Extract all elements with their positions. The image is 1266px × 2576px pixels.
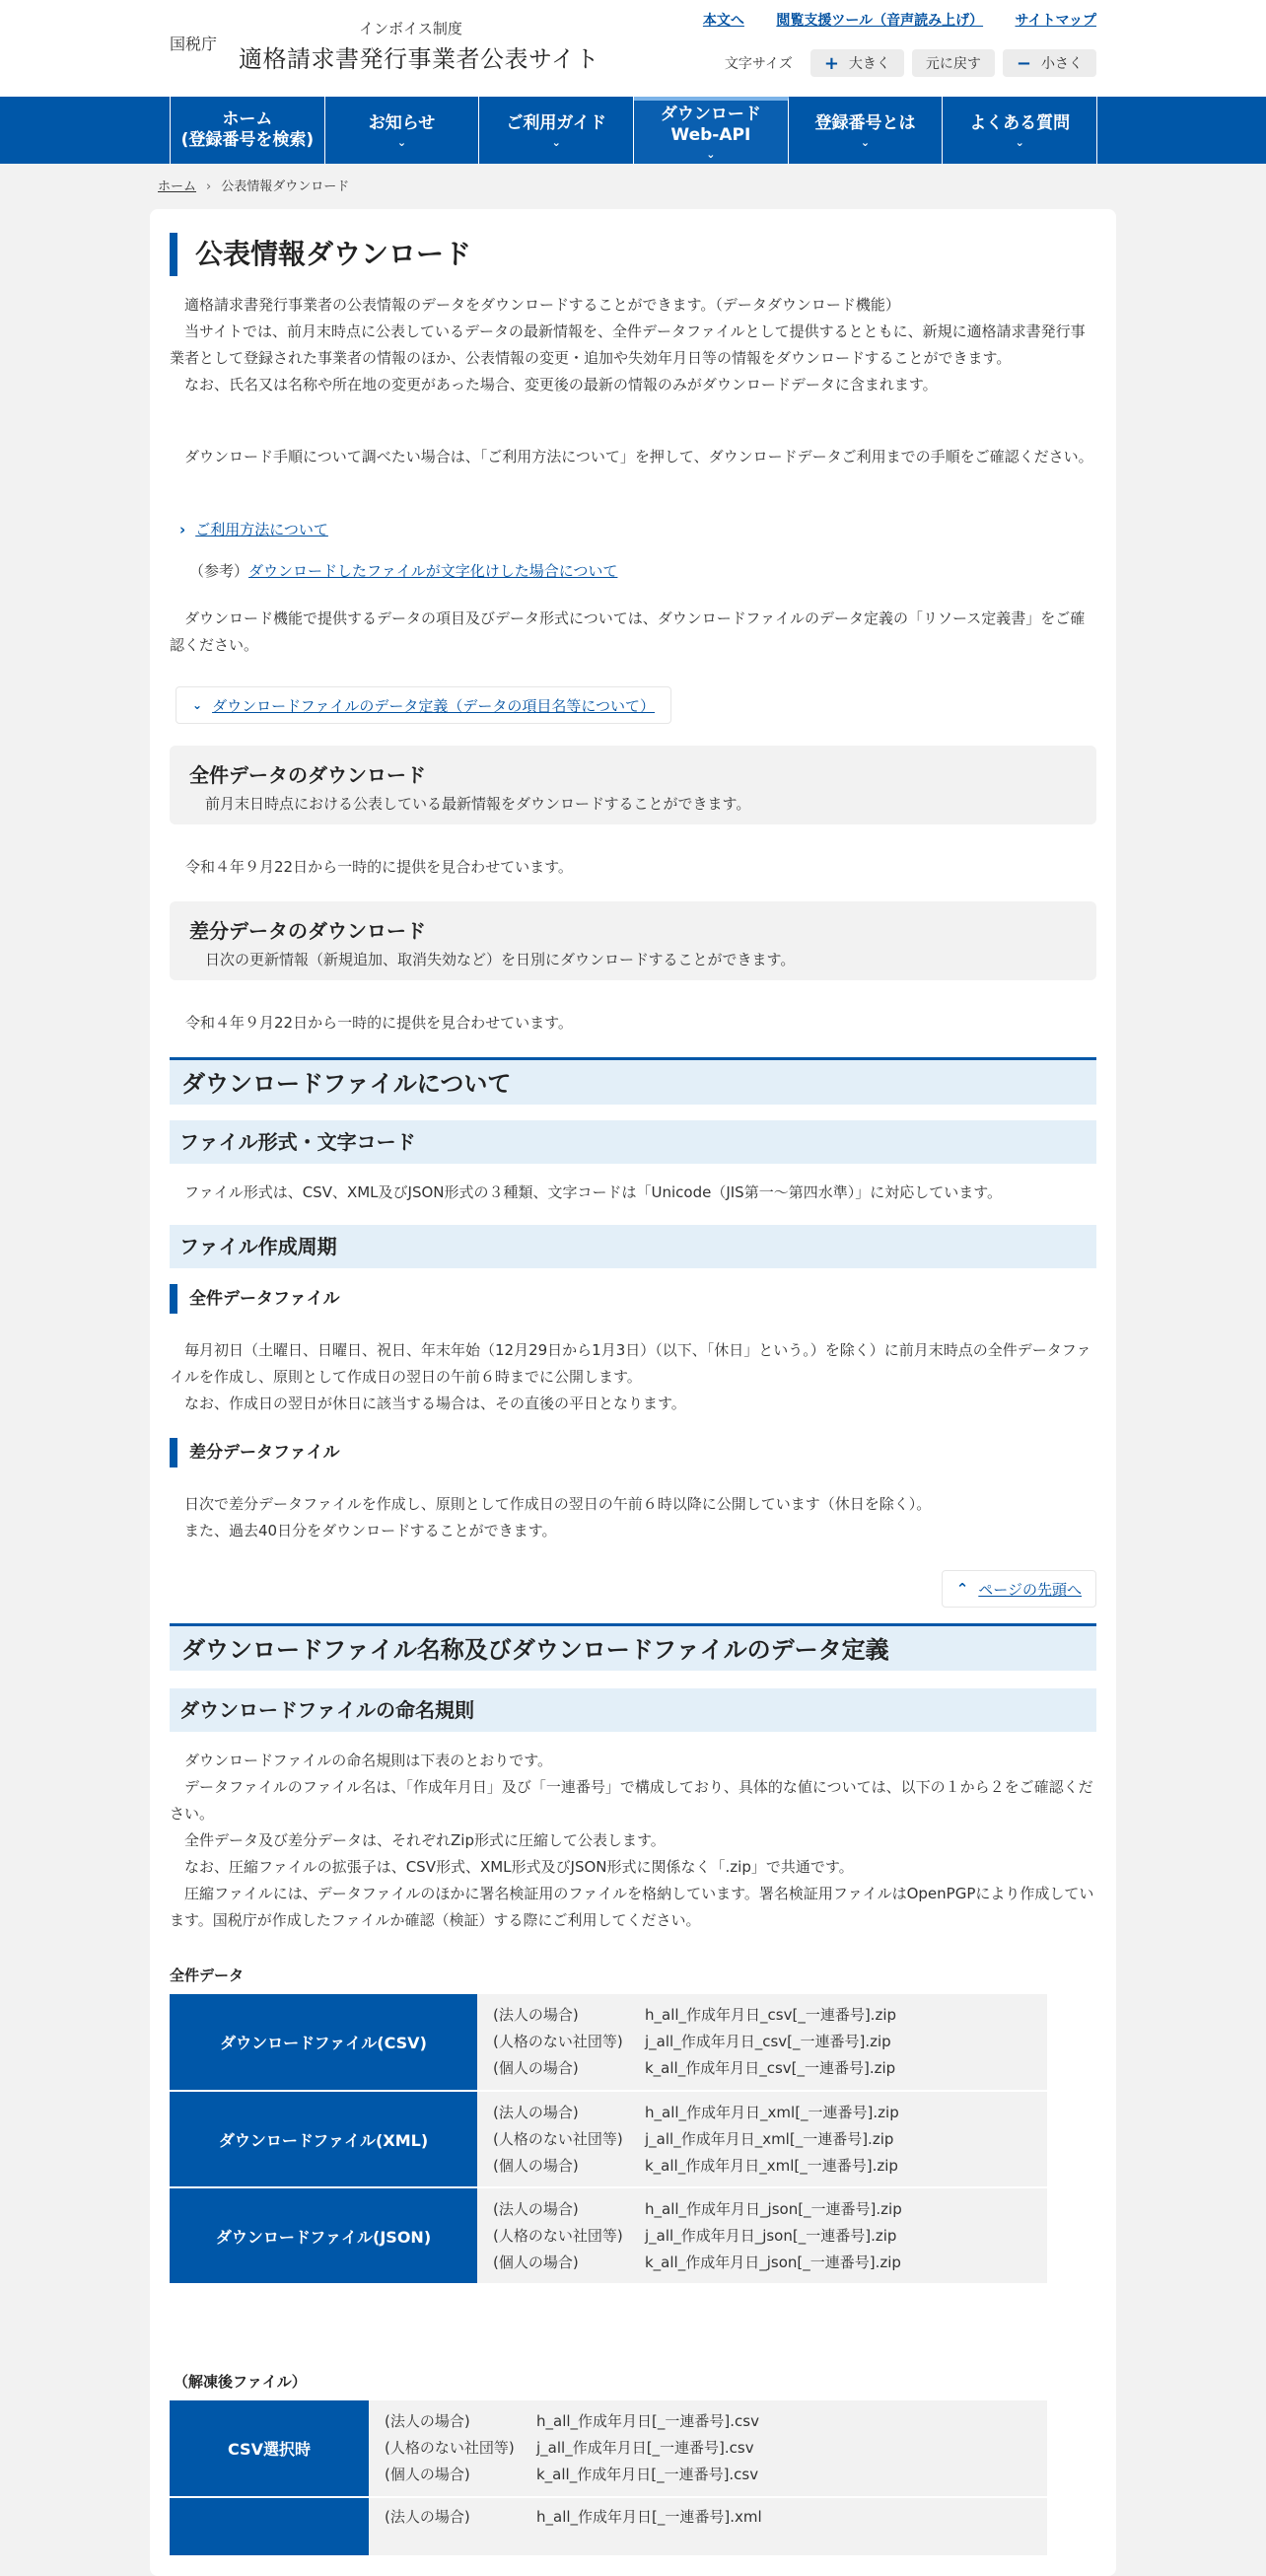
top-links <box>675 10 1096 30</box>
nav-item-faq[interactable]: よくある質問 ⌄ <box>943 97 1097 164</box>
diff-data-desc: 日次の更新情報（新規追加、取消失効など）を日別にダウンロードすることができます。 <box>205 951 796 968</box>
diff-file-text: 日次で差分データファイルを作成し、原則として作成日の翌日の午前６時以降に公開しています（休日を除く）。 また、過去40日分をダウンロードすることができます。 <box>184 1495 932 1539</box>
chevron-down-icon: ⌄ <box>192 698 203 712</box>
diff-data-title: 差分データのダウンロード <box>189 919 426 943</box>
site-header <box>0 0 1266 97</box>
data-definition-toggle[interactable]: ⌄ ダウンロードファイルのデータ定義（データの項目名等について） <box>176 686 671 724</box>
page-title: 公表情報ダウンロード <box>170 233 471 276</box>
section-heading-naming: ダウンロードファイル名称及びダウンロードファイルのデータ定義 <box>170 1623 1096 1671</box>
breadcrumb-home-link[interactable]: ホーム <box>158 179 197 194</box>
full-data-title: 全件データのダウンロード <box>189 763 426 787</box>
font-smaller-button[interactable]: − 小さく <box>1003 49 1096 77</box>
full-data-download-box <box>170 746 1096 824</box>
full-data-label: 全件データ <box>170 1967 245 1984</box>
table-row: (法人の場合) h_all_作成年月日[_一連番号].xml <box>170 2497 1047 2556</box>
plus-icon: + <box>823 52 839 74</box>
site-title[interactable]: 適格請求書発行事業者公表サイト <box>239 45 599 73</box>
usage-link-row <box>179 517 1106 543</box>
diff-data-download-box <box>170 901 1096 980</box>
chevron-down-icon: ⌄ <box>551 135 561 149</box>
nav-item-news[interactable]: お知らせ ⌄ <box>325 97 480 164</box>
unzip-files-label: （解凍後ファイル） <box>174 2373 307 2391</box>
section-heading-about: ダウンロードファイルについて <box>170 1057 1096 1105</box>
skip-to-content-link[interactable]: 本文へ <box>702 13 744 29</box>
chevron-down-icon: ⌄ <box>396 135 407 149</box>
font-reset-button[interactable]: 元に戻す <box>912 49 995 77</box>
nav-item-home[interactable]: ホーム (登録番号を検索) <box>171 97 325 164</box>
garbled-text-help-link[interactable]: ダウンロードしたファイルが文字化けした場合について <box>248 562 618 580</box>
unzip-filename-table <box>170 2400 1047 2557</box>
intro-text: 適格請求書発行事業者の公表情報のデータをダウンロードすることができます。（データダウンロード機能） 当サイトでは、前月末時点に公表しているデータの最新情報を、全件データファイルとして提供するとともに、新規に適格請求書発行事業者として登録された事業者の情報のほか、公表情報の変更・追加や失効年月日等の情報をダウンロードすることができます。 なお、氏名又は名称や所在地の変更があった場合、変更後の最新の情報のみがダウンロードデータに含まれます。 <box>170 296 1086 394</box>
naming-rule-text: ダウンロードファイルの命名規則は下表のとおりです。 データファイルのファイル名は、「作成年月日」及び「一連番号」で構成しており、具体的な値については、以下の１から２をご確認ください。 全件データ及び差分データは、それぞれZip形式に圧縮して公表します。 なお、圧縮ファイルの拡張子は、CSV形式、XML形式及びJSON形式に関係なく「.zip」で共通です。 圧縮ファイルには、データファイルのほかに署名検証用のファイルを格納しています。署名検証用ファイルはOpenPGPにより作成しています。国税庁が作成したファイルか確認（検証）する際にご利用してください。 <box>170 1752 1094 1929</box>
sitemap-link[interactable]: サイトマップ <box>1015 13 1096 29</box>
procedure-text: ダウンロード手順について調べたい場合は、「ご利用方法について」を押して、ダウンロードデータご利用までの手順をご確認ください。 <box>184 448 1093 465</box>
breadcrumb <box>158 176 349 194</box>
chevron-right-icon: › <box>206 179 212 194</box>
chevron-up-icon: ⌃ <box>955 1580 969 1598</box>
chevron-down-icon: ⌄ <box>1015 135 1024 149</box>
table-row: ダウンロードファイル(CSV) (法人の場合) h_all_作成年月日_csv[_一連番号].zip (人格のない社団等) j_all_作成年月日_csv[_一連番号].zip (個人の場合) k_all_作成年月日_csv[_一連番号].zip <box>170 1994 1047 2091</box>
table-row: ダウンロードファイル(JSON) (法人の場合) h_all_作成年月日_json[_一連番号].zip (人格のない社団等) j_all_作成年月日_json[_一連番号].zip (個人の場合) k_all_作成年月日_json[_一連番号].zip <box>170 2187 1047 2284</box>
full-file-heading: 全件データファイル <box>170 1284 340 1314</box>
resource-def-text: ダウンロード機能で提供するデータの項目及びデータ形式については、ダウンロードファイルのデータ定義の「リソース定義書」をご確認ください。 <box>170 609 1086 654</box>
full-data-notice: 令和４年９月22日から一時的に提供を見合わせています。 <box>185 858 573 876</box>
font-size-control <box>725 49 1096 77</box>
nav-item-registration-number[interactable]: 登録番号とは ⌄ <box>789 97 944 164</box>
reference-row: （参考）ダウンロードしたファイルが文字化けした場合について <box>189 562 618 580</box>
page-top-link[interactable]: ⌃ ページの先頭へ <box>942 1570 1096 1608</box>
chevron-right-icon: › <box>179 521 186 538</box>
chevron-down-icon: ⌄ <box>706 148 716 161</box>
format-text: ファイル形式は、CSV、XML及びJSON形式の３種類、文字コードは「Unicode（JIS第一～第四水準）」に対応しています。 <box>184 1183 1003 1201</box>
table-row: ダウンロードファイル(XML) (法人の場合) h_all_作成年月日_xml[_一連番号].zip (人格のない社団等) j_all_作成年月日_xml[_一連番号].zip (個人の場合) k_all_作成年月日_xml[_一連番号].zip <box>170 2091 1047 2187</box>
accessibility-tool-link[interactable]: 閲覧支援ツール（音声読み上げ） <box>776 13 984 29</box>
breadcrumb-current: 公表情報ダウンロード <box>221 179 350 194</box>
nav-item-download[interactable]: ダウンロード Web-API ⌄ <box>634 97 789 164</box>
usage-link[interactable]: ご利用方法について <box>195 521 328 538</box>
full-data-desc: 前月末日時点における公表している最新情報をダウンロードすることができます。 <box>205 795 751 813</box>
table-row: CSV選択時 (法人の場合) h_all_作成年月日[_一連番号].csv (人格のない社団等) j_all_作成年月日[_一連番号].csv (個人の場合) k_all_作成年月日[_一連番号].csv <box>170 2400 1047 2497</box>
full-file-text: 毎月初日（土曜日、日曜日、祝日、年末年始（12月29日から1月3日）（以下、「休日」という。）を除く）に前月末時点の全件データファイルを作成し、原則として作成日の翌日の午前６時までに公開します。 なお、作成日の翌日が休日に該当する場合は、その直後の平日となります。 <box>170 1341 1091 1412</box>
main-content <box>150 209 1116 2576</box>
chevron-down-icon: ⌄ <box>860 135 871 149</box>
agency-name: 国税庁 <box>170 35 218 53</box>
diff-data-notice: 令和４年９月22日から一時的に提供を見合わせています。 <box>185 1014 573 1032</box>
subsection-heading-naming-rule: ダウンロードファイルの命名規則 <box>170 1688 1096 1732</box>
site-subtitle: インボイス制度 <box>359 20 462 37</box>
minus-icon: − <box>1016 52 1031 74</box>
nav-item-guide[interactable]: ご利用ガイド ⌄ <box>479 97 634 164</box>
subsection-heading-format: ファイル形式・文字コード <box>170 1120 1096 1164</box>
font-larger-button[interactable]: + 大きく <box>810 49 904 77</box>
diff-file-heading: 差分データファイル <box>170 1438 340 1467</box>
full-data-filename-table <box>170 1994 1047 2285</box>
subsection-heading-cycle: ファイル作成周期 <box>170 1225 1096 1268</box>
global-nav <box>0 97 1266 164</box>
font-size-label: 文字サイズ <box>724 56 793 72</box>
